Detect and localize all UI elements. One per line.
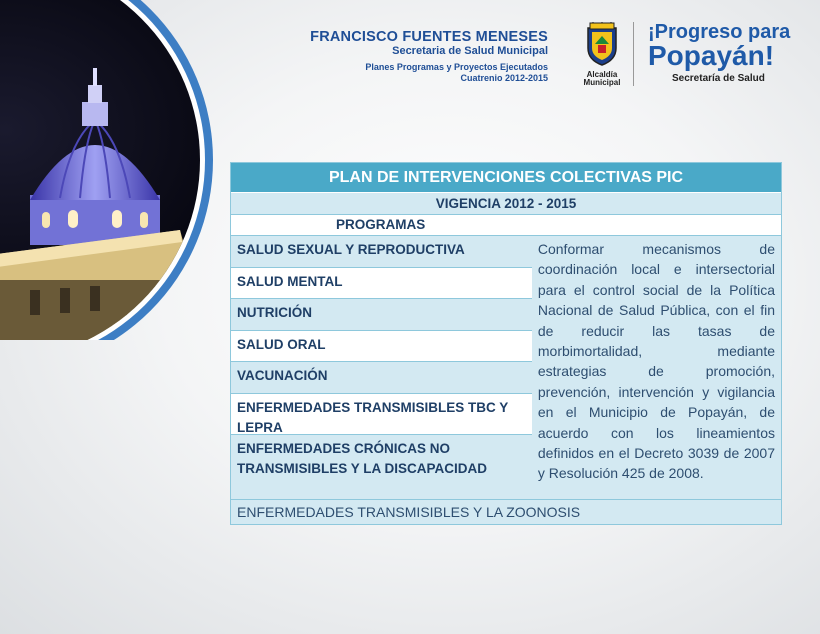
secretary-name: FRANCISCO FUENTES MENESES	[310, 29, 548, 45]
slogan-line-1: ¡Progreso para	[648, 21, 791, 43]
slogan-line-3: Secretaría de Salud	[672, 73, 765, 84]
program-row: SALUD MENTAL	[231, 268, 532, 299]
crest-label-1: Alcaldía	[586, 70, 618, 79]
programas-header: PROGRAMAS	[231, 215, 781, 236]
table-body	[231, 236, 781, 499]
vigencia-row: VIGENCIA 2012 - 2015	[231, 193, 781, 215]
crest-label-2: Municipal	[583, 78, 621, 87]
program-row: SALUD ORAL	[231, 331, 532, 362]
cuatrenio-label: Cuatrenio 2012-2015	[460, 73, 548, 83]
programs-column	[231, 236, 532, 499]
secretaria-label: Secretaria de Salud Municipal	[392, 45, 548, 57]
planes-label: Planes Programas y Proyectos Ejecutados	[365, 62, 548, 72]
slogan-line-2: Popayán!	[648, 40, 775, 71]
program-description: Conformar mecanismos de coordinación local e intersectorial para el control social de la Política Nacional de Salud Pública, con el fin de reducir las tasas de morbimortalidad, mediante estrategias de promoción, prevención, intervención y vigilancia en el Municipio de Popayán, de acuerdo con los lineamientos definidos en el Decreto 3039 de 2007 y Resolución 425 de 2008.	[537, 241, 775, 482]
dome-photo	[0, 0, 220, 340]
header-text-block	[310, 29, 548, 84]
program-row: SALUD SEXUAL Y REPRODUCTIVA	[231, 236, 532, 268]
slogan-block	[648, 21, 798, 85]
program-row: VACUNACIÓN	[231, 362, 532, 394]
pic-table	[230, 162, 782, 525]
header-divider	[633, 22, 634, 86]
table-title: PLAN DE INTERVENCIONES COLECTIVAS PIC	[231, 163, 781, 193]
program-row: ENFERMEDADES CRÓNICAS NO TRANSMISIBLES Y LA DISCAPACIDAD	[231, 435, 532, 499]
program-row-last: ENFERMEDADES TRANSMISIBLES Y LA ZOONOSIS	[231, 499, 781, 524]
alcaldia-crest-logo	[581, 22, 623, 87]
program-row: NUTRICIÓN	[231, 299, 532, 331]
crest-icon	[584, 22, 620, 66]
program-row: ENFERMEDADES TRANSMISIBLES TBC Y LEPRA	[231, 394, 532, 435]
